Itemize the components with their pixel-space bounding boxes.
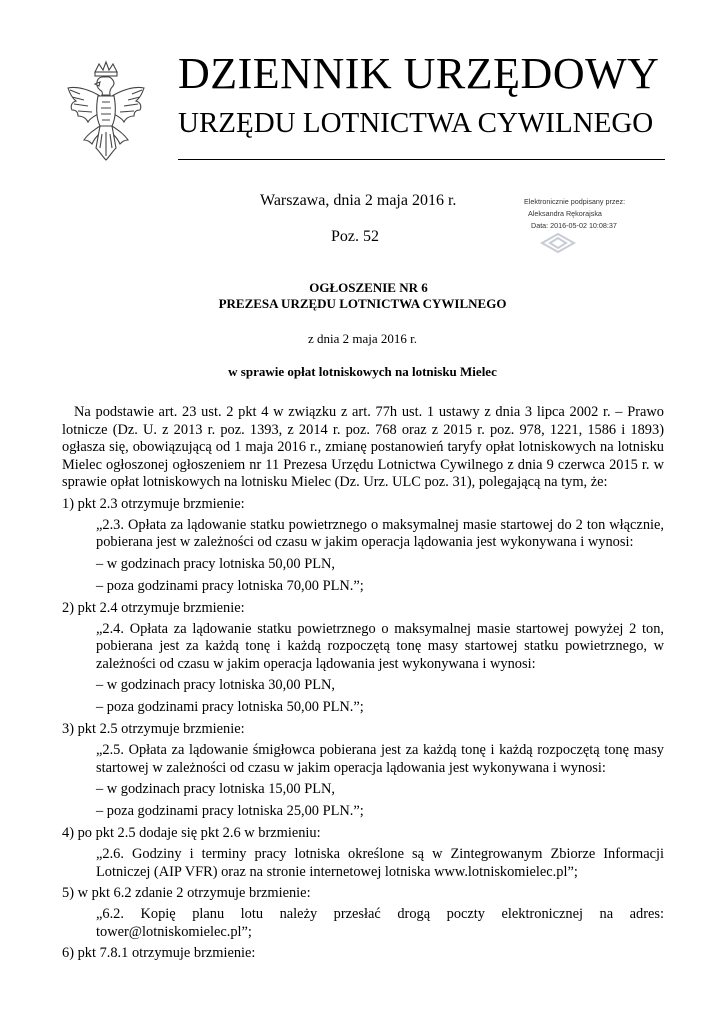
masthead-divider [178,159,665,160]
quoted-provision: „2.6. Godziny i terminy pracy lotniska określone są w Zintegrowanym Zbiorze Informacji Lotniczej (AIP VFR) oraz na stronie internetowej lotniska www.lotniskomielec.pl”; [96,846,664,880]
quoted-fee-line: – w godzinach pracy lotniska 30,00 PLN, [96,677,335,693]
announcement-date: z dnia 2 maja 2016 r. [307,331,418,346]
quoted-fee-line: – poza godzinami pracy lotniska 50,00 PLN.”; [96,699,364,715]
list-item: 3) pkt 2.5 otrzymuje brzmienie: [62,721,245,737]
quoted-provision: „6.2. Kopię planu lotu należy przesłać drogą poczty elektronicznej na adres: tower@lotniskomielec.pl”; [96,906,664,940]
position-number: Poz. 52 [331,228,379,245]
announcement-subject: w sprawie opłat lotniskowych na lotnisku Mielec [228,364,497,379]
signature-caption: Elektronicznie podpisany przez: [524,197,626,206]
signer-name: Aleksandra Rękorajska [528,209,602,218]
announcement-body [62,404,664,965]
quoted-fee-line: – w godzinach pracy lotniska 50,00 PLN, [96,555,335,572]
announcement-issuer: PREZESA URZĘDU LOTNICTWA CYWILNEGO [218,296,507,311]
signature-stamp-icon [538,232,578,254]
gazette-title: DZIENNIK URZĘDOWY [178,49,660,98]
announcement-heading: OGŁOSZENIE NR 6 [309,280,428,295]
list-item: 4) po pkt 2.5 dodaje się pkt 2.6 w brzmieniu: [62,825,321,841]
quoted-provision: „2.4. Opłata za lądowanie statku powietrznego o maksymalnej masie startowej powyżej 2 ton, pobierana jest za każdą tonę i każdą rozpoczętą tonę masy startowej statku powietrznego, w zależności od czasu w jakim operacja lądowania jest wykonywana i wynosi: [96,620,664,672]
list-item: 2) pkt 2.4 otrzymuje brzmienie: [62,599,245,616]
quoted-fee-line: – poza godzinami pracy lotniska 70,00 PLN.”; [96,577,364,594]
list-item: 5) w pkt 6.2 zdanie 2 otrzymuje brzmienie: [62,885,311,901]
quoted-fee-line: – poza godzinami pracy lotniska 25,00 PLN.”; [96,803,364,819]
quoted-fee-line: – w godzinach pracy lotniska 15,00 PLN, [96,781,335,797]
gazette-subtitle: URZĘDU LOTNICTWA CYWILNEGO [178,107,654,139]
list-item: 6) pkt 7.8.1 otrzymuje brzmienie: [62,945,256,961]
polish-eagle-emblem-icon [62,60,150,170]
quoted-provision: „2.5. Opłata za lądowanie śmigłowca pobierana jest za każdą tonę i każdą rozpoczętą tonę masy startowej w zależności od czasu w jakim operacja lądowania jest wykonywana i wynosi: [96,742,664,776]
signature-date: Data: 2016-05-02 10:08:37 [531,221,617,230]
electronic-signature [524,196,664,232]
publication-dateline: Warszawa, dnia 2 maja 2016 r. [260,192,457,209]
list-item: 1) pkt 2.3 otrzymuje brzmienie: [62,495,245,512]
intro-paragraph: Na podstawie art. 23 ust. 2 pkt 4 w związku z art. 77h ust. 1 ustawy z dnia 3 lipca 2002 r. – Prawo lotnicze (Dz. U. z 2013 r. poz. 1393, z 2014 r. poz. 768 oraz z 2015 r. poz. 978, 1221, 1586 i 1893) ogłasza się, obowiązującą od 1 maja 2016 r., zmianę postanowień taryfy opłat lotniskowych na lotnisku Mielec ogłoszonej ogłoszeniem nr 11 Prezesa Urzędu Lotnictwa Cywilnego z dnia 9 czerwca 2015 r. w sprawie opłat lotniskowych na lotnisku Mielec (Dz. Urz. ULC poz. 31), polegającą na tym, że: [62,404,664,490]
quoted-provision: „2.3. Opłata za lądowanie statku powietrznego o maksymalnej masie startowej do 2 ton włącznie, pobierana jest w zależności od czasu w jakim operacja lądowania jest wykonywana i wynosi: [96,516,664,550]
